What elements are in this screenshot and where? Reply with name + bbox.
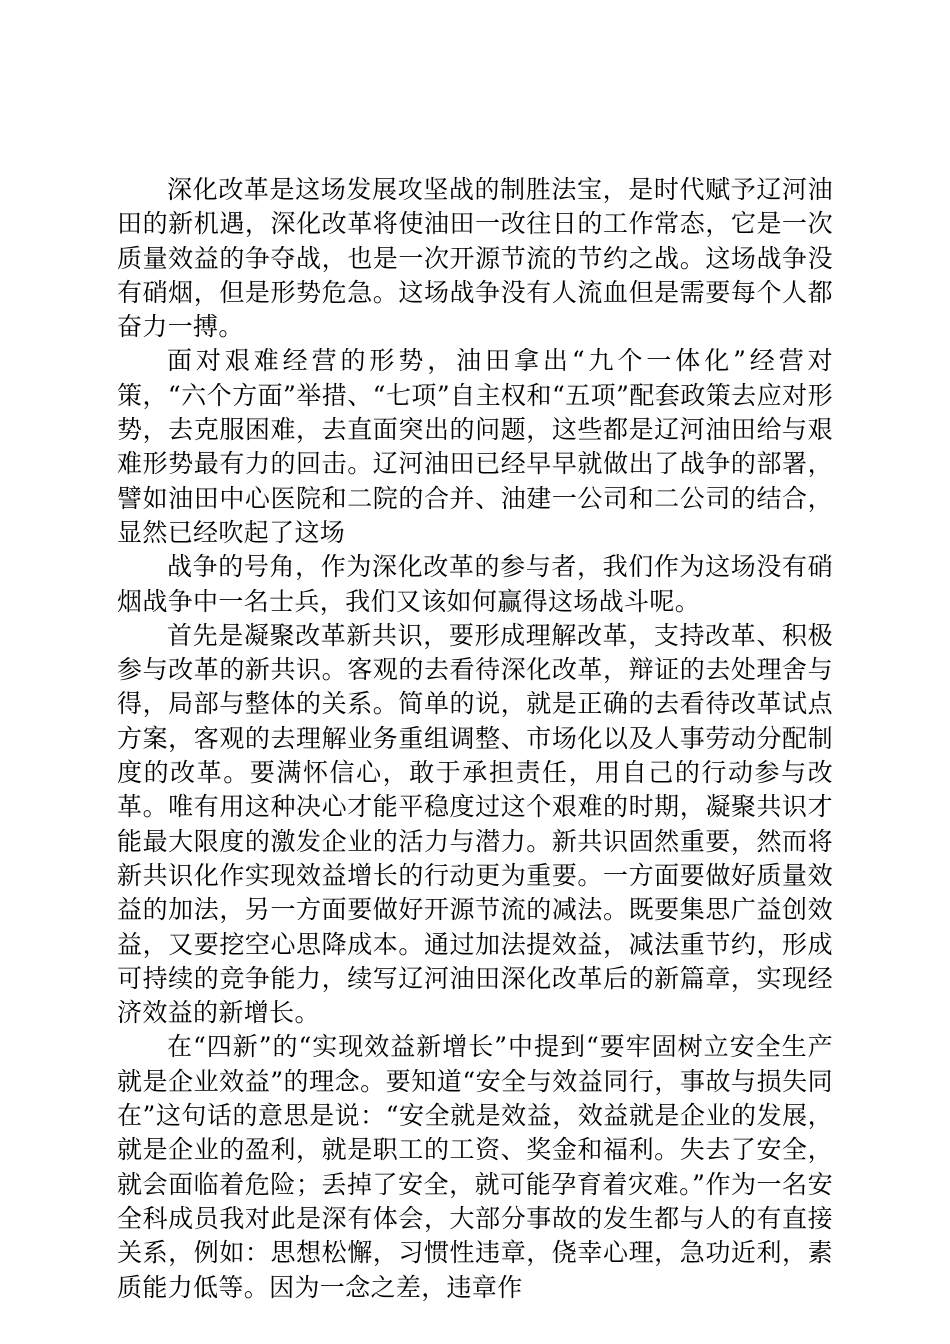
paragraph-3: 战争的号角，作为深化改革的参与者，我们作为这场没有硝烟战争中一名士兵，我们又该如何赢得这场战斗呢。 — [117, 552, 833, 616]
paragraph-1: 深化改革是这场发展攻坚战的制胜法宝，是时代赋予辽河油田的新机遇，深化改革将使油田一改往日的工作常态，它是一次质量效益的争夺战，也是一次开源节流的节约之战。这场战争没有硝烟，但是形势危急。这场战争没有人流血但是需要每个人都奋力一搏。 — [117, 175, 833, 342]
paragraph-2: 面对艰难经营的形势，油田拿出“九个一体化”经营对策，“六个方面”举措、“七项”自主权和“五项”配套政策去应对形势，去克服困难，去直面突出的问题，这些都是辽河油田给与艰难形势最有力的回击。辽河油田已经早早就做出了战争的部署，譬如油田中心医院和二院的合并、油建一公司和二公司的结合，显然已经吹起了这场 — [117, 346, 833, 547]
paragraph-4: 首先是凝聚改革新共识，要形成理解改革，支持改革、积极参与改革的新共识。客观的去看待深化改革，辩证的去处理舍与得，局部与整体的关系。简单的说，就是正确的去看待改革试点方案，客观的去理解业务重组调整、市场化以及人事劳动分配制度的改革。要满怀信心，敢于承担责任，用自己的行动参与改革。唯有用这种决心才能平稳度过这个艰难的时期，凝聚共识才能最大限度的激发企业的活力与潜力。新共识固然重要，然而将新共识化作实现效益增长的行动更为重要。一方面要做好质量效益的加法，另一方面要做好开源节流的减法。既要集思广益创效益，又要挖空心思降成本。通过加法提效益，减法重节约，形成可持续的竞争能力，续写辽河油田深化改革后的新篇章，实现经济效益的新增长。 — [117, 620, 833, 1028]
document-body — [117, 173, 833, 1305]
paragraph-5: 在“四新”的“实现效益新增长”中提到“要牢固树立安全生产就是企业效益”的理念。要知道“安全与效益同行，事故与损失同在”这句话的意思是说：“安全就是效益，效益就是企业的发展，就是企业的盈利，就是职工的工资、奖金和福利。失去了安全，就会面临着危险；丢掉了安全，就可能孕育着灾难。”作为一名安全科成员我对此是深有体会，大部分事故的发生都与人的有直接关系，例如：思想松懈，习惯性违章，侥幸心理，急功近利，素质能力低等。因为一念之差，违章作 — [117, 1032, 833, 1302]
